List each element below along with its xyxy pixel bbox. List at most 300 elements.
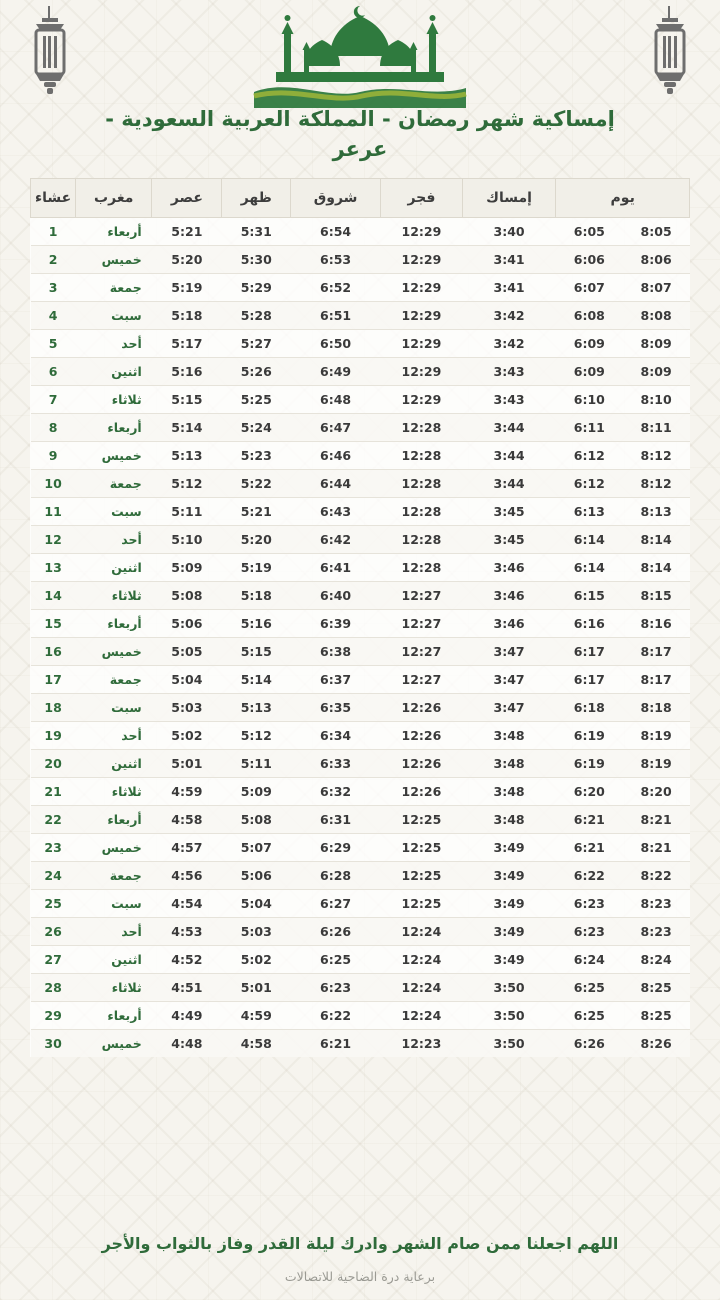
cell-shurooq: 6:34: [291, 722, 381, 750]
cell-isha: 8:12: [623, 442, 690, 470]
mosque-icon: [250, 4, 470, 108]
table-row: [31, 974, 690, 1002]
table-row: [31, 694, 690, 722]
cell-day-name: أحد: [76, 526, 152, 554]
cell-dhuhr: 12:28: [381, 554, 463, 582]
cell-dhuhr: 12:25: [381, 834, 463, 862]
cell-day-number: 27: [31, 946, 76, 974]
cell-fajr: 5:09: [222, 778, 291, 806]
cell-asr: 3:49: [462, 890, 556, 918]
cell-dhuhr: 12:25: [381, 890, 463, 918]
cell-day-name: سبت: [76, 302, 152, 330]
column-header-maghrib: مغرب: [76, 179, 152, 218]
cell-day-name: ثلاثاء: [76, 778, 152, 806]
cell-asr: 3:41: [462, 274, 556, 302]
cell-fajr: 5:19: [222, 554, 291, 582]
cell-day-name: جمعة: [76, 274, 152, 302]
cell-dhuhr: 12:26: [381, 694, 463, 722]
cell-day-number: 11: [31, 498, 76, 526]
cell-maghrib: 6:25: [556, 1002, 623, 1030]
cell-maghrib: 6:19: [556, 750, 623, 778]
cell-fajr: 5:02: [222, 946, 291, 974]
cell-maghrib: 6:10: [556, 386, 623, 414]
cell-dhuhr: 12:25: [381, 862, 463, 890]
cell-maghrib: 6:22: [556, 862, 623, 890]
cell-dhuhr: 12:29: [381, 218, 463, 246]
cell-shurooq: 6:32: [291, 778, 381, 806]
cell-day-name: ثلاثاء: [76, 974, 152, 1002]
cell-day-name: أربعاء: [76, 414, 152, 442]
cell-isha: 8:09: [623, 358, 690, 386]
cell-maghrib: 6:11: [556, 414, 623, 442]
cell-isha: 8:13: [623, 498, 690, 526]
cell-imsak: 4:49: [152, 1002, 222, 1030]
table-row: [31, 526, 690, 554]
cell-fajr: 5:14: [222, 666, 291, 694]
cell-maghrib: 6:25: [556, 974, 623, 1002]
cell-day-name: سبت: [76, 890, 152, 918]
cell-shurooq: 6:44: [291, 470, 381, 498]
cell-shurooq: 6:27: [291, 890, 381, 918]
cell-maghrib: 6:07: [556, 274, 623, 302]
cell-day-number: 16: [31, 638, 76, 666]
cell-day-number: 2: [31, 246, 76, 274]
table-row: [31, 442, 690, 470]
cell-imsak: 5:04: [152, 666, 222, 694]
cell-asr: 3:49: [462, 834, 556, 862]
cell-day-number: 6: [31, 358, 76, 386]
cell-maghrib: 6:15: [556, 582, 623, 610]
cell-asr: 3:48: [462, 722, 556, 750]
cell-asr: 3:50: [462, 1002, 556, 1030]
cell-imsak: 5:16: [152, 358, 222, 386]
cell-day-number: 5: [31, 330, 76, 358]
cell-day-number: 19: [31, 722, 76, 750]
cell-maghrib: 6:06: [556, 246, 623, 274]
cell-day-number: 14: [31, 582, 76, 610]
cell-isha: 8:21: [623, 806, 690, 834]
cell-shurooq: 6:46: [291, 442, 381, 470]
cell-day-number: 10: [31, 470, 76, 498]
cell-shurooq: 6:28: [291, 862, 381, 890]
cell-asr: 3:49: [462, 918, 556, 946]
cell-dhuhr: 12:29: [381, 358, 463, 386]
table-row: [31, 918, 690, 946]
cell-maghrib: 6:19: [556, 722, 623, 750]
cell-maghrib: 6:05: [556, 218, 623, 246]
cell-maghrib: 6:13: [556, 498, 623, 526]
cell-day-number: 30: [44, 1036, 62, 1051]
cell-isha: 8:07: [623, 274, 690, 302]
cell-day-number: 1: [31, 218, 76, 246]
cell-isha: 8:23: [623, 890, 690, 918]
cell-shurooq: 6:21: [320, 1036, 352, 1051]
cell-asr: 3:43: [462, 386, 556, 414]
cell-asr: 3:48: [462, 778, 556, 806]
cell-fajr: 5:15: [222, 638, 291, 666]
table-row: [31, 246, 690, 274]
timetable-header-row: [31, 179, 690, 218]
cell-imsak: 5:01: [152, 750, 222, 778]
cell-maghrib: 6:16: [556, 610, 623, 638]
cell-day-number: 7: [31, 386, 76, 414]
cell-fajr: 5:06: [222, 862, 291, 890]
cell-fajr: 5:16: [222, 610, 291, 638]
cell-isha: 8:15: [623, 582, 690, 610]
cell-imsak: 4:51: [152, 974, 222, 1002]
prayer-timetable: [30, 178, 690, 1057]
cell-day-name: أحد: [76, 722, 152, 750]
cell-shurooq: 6:50: [291, 330, 381, 358]
cell-asr: 3:45: [462, 526, 556, 554]
cell-asr: 3:47: [462, 666, 556, 694]
cell-shurooq: 6:41: [291, 554, 381, 582]
cell-maghrib: 6:20: [556, 778, 623, 806]
table-row: [31, 414, 690, 442]
cell-day-name: أحد: [76, 330, 152, 358]
cell-day-name: اثنين: [76, 358, 152, 386]
cell-dhuhr: 12:29: [381, 274, 463, 302]
cell-dhuhr: 12:27: [381, 666, 463, 694]
cell-dhuhr: 12:26: [381, 722, 463, 750]
cell-maghrib: 6:23: [556, 918, 623, 946]
cell-asr: 3:47: [462, 638, 556, 666]
cell-isha: 8:14: [623, 554, 690, 582]
cell-shurooq: 6:26: [291, 918, 381, 946]
table-row: [31, 750, 690, 778]
cell-fajr: 5:01: [222, 974, 291, 1002]
table-row: [31, 890, 690, 918]
lantern-icon: [22, 6, 78, 106]
column-header-day: يوم: [556, 179, 690, 218]
cell-isha: 8:24: [623, 946, 690, 974]
cell-day-number: 23: [31, 834, 76, 862]
cell-day-name: خميس: [76, 442, 152, 470]
cell-shurooq: 6:49: [291, 358, 381, 386]
cell-day-number: 29: [31, 1002, 76, 1030]
cell-day-number: 4: [31, 302, 76, 330]
table-row: [31, 498, 690, 526]
cell-day-name: خميس: [76, 834, 152, 862]
table-row: [31, 778, 690, 806]
table-row: [31, 386, 690, 414]
cell-isha: 8:20: [623, 778, 690, 806]
table-row: [31, 1030, 690, 1058]
cell-maghrib: 6:14: [556, 526, 623, 554]
cell-day-number: 24: [31, 862, 76, 890]
cell-shurooq: 6:51: [291, 302, 381, 330]
cell-dhuhr: 12:29: [381, 246, 463, 274]
cell-shurooq: 6:53: [291, 246, 381, 274]
cell-asr: 3:46: [462, 582, 556, 610]
cell-day-number: 18: [31, 694, 76, 722]
cell-isha: 8:16: [623, 610, 690, 638]
cell-day-name: سبت: [76, 694, 152, 722]
table-row: [31, 582, 690, 610]
cell-day-name: ثلاثاء: [76, 386, 152, 414]
cell-isha: 8:17: [623, 638, 690, 666]
cell-imsak: 5:06: [152, 610, 222, 638]
cell-day-name: خميس: [101, 1036, 142, 1051]
cell-shurooq: 6:48: [291, 386, 381, 414]
cell-maghrib: 6:18: [556, 694, 623, 722]
cell-fajr: 5:11: [222, 750, 291, 778]
cell-dhuhr: 12:24: [381, 1002, 463, 1030]
cell-isha: 8:05: [623, 218, 690, 246]
cell-shurooq: 6:37: [291, 666, 381, 694]
table-row: [31, 358, 690, 386]
cell-imsak: 4:57: [152, 834, 222, 862]
cell-dhuhr: 12:28: [381, 442, 463, 470]
dua-text: اللهم اجعلنا ممن صام الشهر وادرك ليلة القدر وفاز بالثواب والأجر: [101, 1234, 619, 1254]
cell-isha: 8:09: [623, 330, 690, 358]
cell-dhuhr: 12:24: [381, 946, 463, 974]
cell-maghrib: 6:21: [556, 834, 623, 862]
cell-isha: 8:12: [623, 470, 690, 498]
cell-dhuhr: 12:27: [381, 582, 463, 610]
cell-dhuhr: 12:29: [381, 330, 463, 358]
cell-fajr: 5:28: [222, 302, 291, 330]
table-row: [31, 666, 690, 694]
cell-imsak: 4:54: [152, 890, 222, 918]
cell-maghrib: 6:08: [556, 302, 623, 330]
cell-imsak: 5:09: [152, 554, 222, 582]
cell-maghrib: 6:09: [556, 330, 623, 358]
cell-asr: 3:45: [462, 498, 556, 526]
column-header-fajr: فجر: [381, 179, 463, 218]
cell-dhuhr: 12:27: [381, 638, 463, 666]
cell-fajr: 5:12: [222, 722, 291, 750]
cell-imsak: 4:53: [152, 918, 222, 946]
cell-maghrib: 6:17: [556, 638, 623, 666]
cell-fajr: 5:20: [222, 526, 291, 554]
cell-asr: 3:42: [462, 330, 556, 358]
cell-shurooq: 6:23: [291, 974, 381, 1002]
cell-day-number: 28: [31, 974, 76, 1002]
cell-isha: 8:25: [623, 1002, 690, 1030]
column-header-asr: عصر: [152, 179, 222, 218]
sponsor-text: برعاية درة الضاحية للاتصالات: [284, 1269, 436, 1284]
cell-asr: 3:48: [462, 750, 556, 778]
cell-dhuhr: 12:23: [401, 1036, 442, 1051]
cell-fajr: 5:31: [222, 218, 291, 246]
cell-asr: 3:44: [462, 414, 556, 442]
cell-shurooq: 6:22: [291, 1002, 381, 1030]
cell-fajr: 5:04: [222, 890, 291, 918]
cell-imsak: 5:17: [152, 330, 222, 358]
cell-isha: 8:19: [623, 750, 690, 778]
cell-day-name: سبت: [76, 498, 152, 526]
page-header: [0, 0, 720, 170]
cell-dhuhr: 12:24: [381, 918, 463, 946]
cell-day-number: 26: [31, 918, 76, 946]
cell-dhuhr: 12:26: [381, 778, 463, 806]
page-title: إمساكية شهر رمضان - المملكة العربية السعودية - عرعر: [105, 107, 615, 162]
cell-shurooq: 6:38: [291, 638, 381, 666]
cell-day-number: 3: [31, 274, 76, 302]
cell-day-name: أربعاء: [76, 806, 152, 834]
cell-imsak: 5:08: [152, 582, 222, 610]
cell-isha: 8:10: [623, 386, 690, 414]
cell-day-number: 12: [31, 526, 76, 554]
cell-dhuhr: 12:28: [381, 526, 463, 554]
cell-day-name: أحد: [76, 918, 152, 946]
lantern-icon: [642, 6, 698, 106]
cell-shurooq: 6:33: [291, 750, 381, 778]
column-header-shurooq: شروق: [291, 179, 381, 218]
cell-isha: 8:14: [623, 526, 690, 554]
cell-fajr: 5:23: [222, 442, 291, 470]
cell-shurooq: 6:39: [291, 610, 381, 638]
cell-shurooq: 6:35: [291, 694, 381, 722]
cell-day-name: خميس: [76, 246, 152, 274]
cell-day-name: اثنين: [76, 946, 152, 974]
cell-fajr: 5:25: [222, 386, 291, 414]
cell-fajr: 4:59: [222, 1002, 291, 1030]
cell-dhuhr: 12:24: [381, 974, 463, 1002]
cell-fajr: 5:21: [222, 498, 291, 526]
cell-day-name: جمعة: [76, 470, 152, 498]
cell-shurooq: 6:25: [291, 946, 381, 974]
cell-day-number: 13: [31, 554, 76, 582]
cell-fajr: 5:30: [222, 246, 291, 274]
cell-isha: 8:08: [623, 302, 690, 330]
table-row: [31, 330, 690, 358]
cell-dhuhr: 12:28: [381, 414, 463, 442]
cell-day-name: أربعاء: [76, 218, 152, 246]
cell-day-number: 20: [31, 750, 76, 778]
cell-imsak: 4:58: [152, 806, 222, 834]
cell-day-name: اثنين: [76, 750, 152, 778]
cell-asr: 3:44: [462, 470, 556, 498]
cell-shurooq: 6:42: [291, 526, 381, 554]
cell-shurooq: 6:40: [291, 582, 381, 610]
cell-dhuhr: 12:28: [381, 498, 463, 526]
cell-day-number: 21: [31, 778, 76, 806]
cell-imsak: 5:14: [152, 414, 222, 442]
table-row: [31, 806, 690, 834]
cell-fajr: 5:24: [222, 414, 291, 442]
cell-fajr: 5:13: [222, 694, 291, 722]
cell-isha: 8:26: [640, 1036, 672, 1051]
cell-asr: 3:48: [462, 806, 556, 834]
table-row: [31, 610, 690, 638]
cell-asr: 3:40: [462, 218, 556, 246]
cell-day-number: 9: [31, 442, 76, 470]
cell-isha: 8:22: [623, 862, 690, 890]
table-row: [31, 946, 690, 974]
cell-maghrib: 6:14: [556, 554, 623, 582]
cell-maghrib: 6:23: [556, 890, 623, 918]
cell-day-name: ثلاثاء: [76, 582, 152, 610]
table-row: [31, 722, 690, 750]
cell-maghrib: 6:17: [556, 666, 623, 694]
cell-dhuhr: 12:29: [381, 386, 463, 414]
cell-day-name: جمعة: [76, 666, 152, 694]
cell-day-number: 22: [31, 806, 76, 834]
timetable-header: [31, 179, 690, 218]
cell-day-name: أربعاء: [76, 1002, 152, 1030]
cell-maghrib: 6:26: [573, 1036, 605, 1051]
cell-imsak: 5:02: [152, 722, 222, 750]
table-row: [31, 1002, 690, 1030]
cell-isha: 8:21: [623, 834, 690, 862]
table-row: [31, 834, 690, 862]
cell-fajr: 5:18: [222, 582, 291, 610]
cell-maghrib: 6:12: [556, 470, 623, 498]
page-footer: [0, 1220, 720, 1300]
cell-asr: 3:50: [462, 974, 556, 1002]
table-row: [31, 470, 690, 498]
cell-imsak: 5:10: [152, 526, 222, 554]
cell-shurooq: 6:29: [291, 834, 381, 862]
cell-day-number: 25: [31, 890, 76, 918]
cell-imsak: 5:21: [152, 218, 222, 246]
cell-day-name: خميس: [76, 638, 152, 666]
cell-day-name: جمعة: [76, 862, 152, 890]
cell-fajr: 5:07: [222, 834, 291, 862]
cell-dhuhr: 12:28: [381, 470, 463, 498]
table-row: [31, 218, 690, 246]
cell-isha: 8:17: [623, 666, 690, 694]
table-row: [31, 554, 690, 582]
cell-fajr: 5:29: [222, 274, 291, 302]
cell-maghrib: 6:24: [556, 946, 623, 974]
cell-maghrib: 6:09: [556, 358, 623, 386]
cell-shurooq: 6:52: [291, 274, 381, 302]
table-row: [31, 274, 690, 302]
cell-asr: 3:50: [493, 1036, 525, 1051]
cell-isha: 8:11: [623, 414, 690, 442]
table-row: [31, 862, 690, 890]
cell-imsak: 5:18: [152, 302, 222, 330]
cell-isha: 8:25: [623, 974, 690, 1002]
cell-asr: 3:42: [462, 302, 556, 330]
cell-day-number: 17: [31, 666, 76, 694]
cell-asr: 3:46: [462, 610, 556, 638]
cell-dhuhr: 12:27: [381, 610, 463, 638]
cell-maghrib: 6:21: [556, 806, 623, 834]
cell-asr: 3:41: [462, 246, 556, 274]
table-row: [31, 302, 690, 330]
cell-imsak: 5:11: [152, 498, 222, 526]
cell-dhuhr: 12:26: [381, 750, 463, 778]
cell-imsak: 5:15: [152, 386, 222, 414]
cell-fajr: 5:26: [222, 358, 291, 386]
cell-day-name: اثنين: [76, 554, 152, 582]
cell-fajr: 5:22: [222, 470, 291, 498]
cell-fajr: 5:03: [222, 918, 291, 946]
cell-imsak: 5:05: [152, 638, 222, 666]
cell-imsak: 5:03: [152, 694, 222, 722]
cell-dhuhr: 12:25: [381, 806, 463, 834]
cell-imsak: 4:59: [152, 778, 222, 806]
cell-dhuhr: 12:29: [381, 302, 463, 330]
cell-imsak: 5:13: [152, 442, 222, 470]
cell-imsak: 4:56: [152, 862, 222, 890]
timetable-body: [31, 218, 690, 1058]
cell-shurooq: 6:54: [291, 218, 381, 246]
cell-maghrib: 6:12: [556, 442, 623, 470]
cell-shurooq: 6:43: [291, 498, 381, 526]
cell-asr: 3:46: [462, 554, 556, 582]
cell-fajr: 5:27: [222, 330, 291, 358]
cell-asr: 3:49: [462, 862, 556, 890]
column-header-imsak: إمساك: [462, 179, 556, 218]
cell-day-name: أربعاء: [76, 610, 152, 638]
cell-shurooq: 6:47: [291, 414, 381, 442]
cell-isha: 8:18: [623, 694, 690, 722]
